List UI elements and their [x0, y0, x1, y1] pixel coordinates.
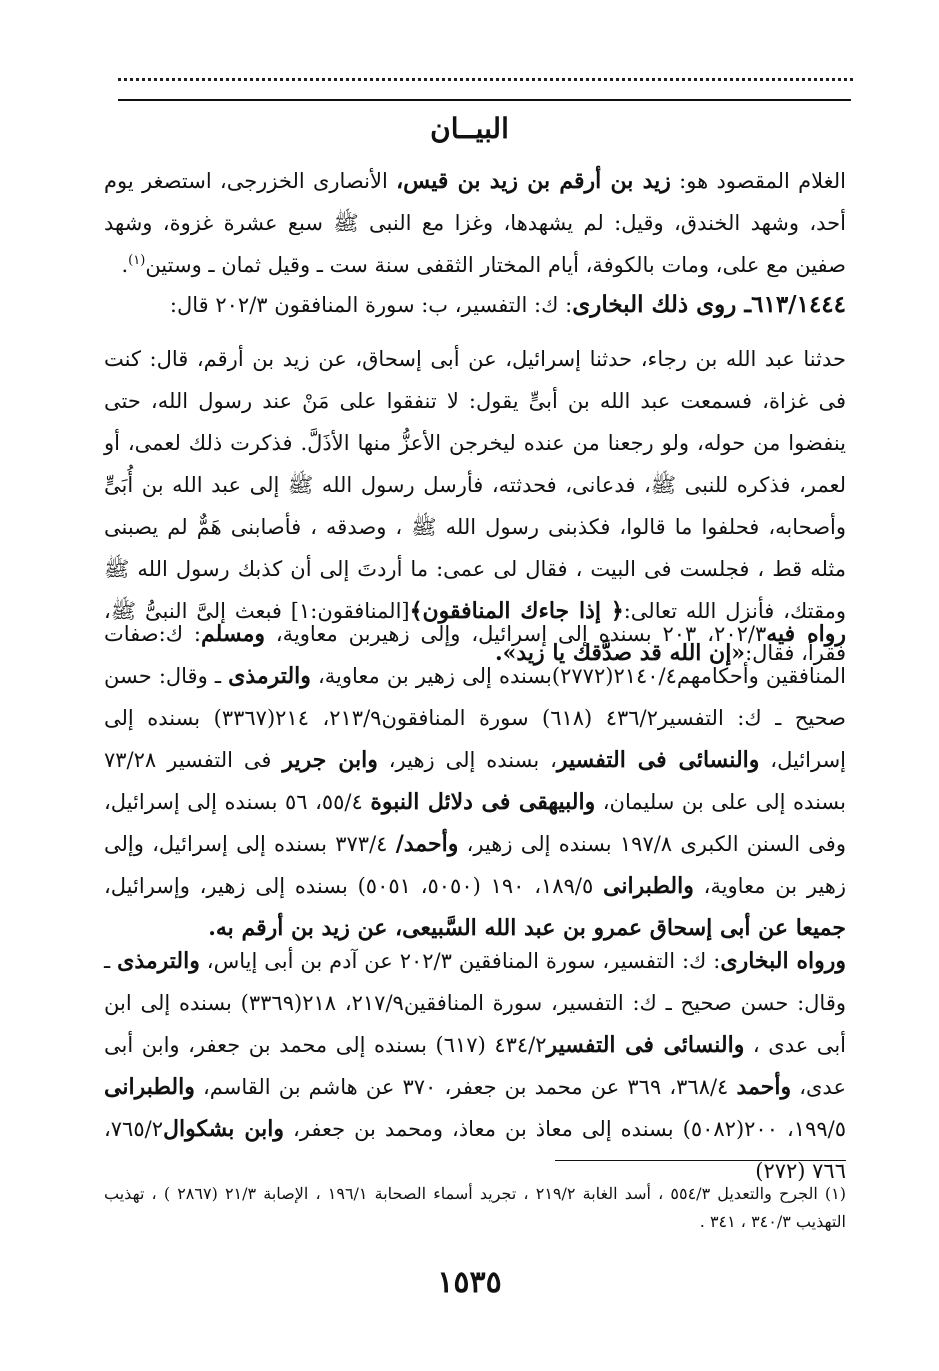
prophet-quote: «إن الله قد صدَّقك يا زيد». — [494, 640, 746, 666]
header-rule — [118, 99, 851, 101]
quran-verse: ﴿ إذا جاءك المنافقون﴾ — [409, 598, 624, 624]
dotted-header-rule — [118, 68, 853, 81]
footnote-ref: (١) — [128, 253, 146, 268]
hadith-text: حدثنا عبد الله بن رجاء، حدثنا إسرائيل، عن أبى إسحاق، عن زيد بن أرقم، قال: كنت فى غزاة، فسمعت عبد الله بن أبىٍّ يقول: لا تنفقوا على مَنْ عند رسول الله، حتى ينفضوا من حوله، ولو رجعنا من عنده ليخرجن الأعزُّ منها الأذَلَّ. فذكرت ذلك لعمى، أو لعمر، فذكره للنبى ﷺ، فدعانى، فحدثته، فأرسل رسول الله ﷺ إلى عبد الله بن أُبَىٍّ وأصحابه، فحلفوا ما قالوا، فكذبنى رسول الله ﷺ ، وصدقه ، فأصابنى هَمٌّ لم يصبنى مثله قط ، فجلست فى البيت ، فقال لى عمى: ما أردتَ إلى أن كذبك رسول الله ﷺ ومقتك، فأنزل الله تعالى:﴿ إذا جاءك المنافقون﴾[المنافقون:١] فبعث إلىَّ النبىُّ ﷺ، فقرأ، فقال:«إن الله قد صدَّقك يا زيد». — [104, 347, 846, 666]
takhrij-paragraph-1: رواه فيه٢٠٢/٣، ٢٠٣ بسنده إلى إسرائيل، وإلى زهيربن معاوية، ومسلم: ك:صفات المنافقين وأحكامهم٢١٤٠/٤(٢٧٧٢)بسنده إلى زهير بن معاوية، والترمذى ـ وقال: حسن صحيح ـ ك: التفسير٤٣٦/٢ (٦١٨) سورة المنافقون٢١٣/٩، ٢١٤(٣٣٦٧) بسنده إلى إسرائيل، والنسائى فى التفسير، بسنده إلى زهير، وابن جرير فى التفسير ٧٣/٢٨ بسنده إلى على بن سليمان، والبيهقى فى دلائل النبوة ٥٥/٤، ٥٦ بسنده إلى إسرائيل، وفى السنن الكبرى ١٩٧/٨ بسنده إلى زهير، وأحمد/ ٣٧٣/٤ بسنده إلى إسرائيل، وإلى زهير بن معاوية، والطبرانى ١٨٩/٥، ١٩٠ (٥٠٥٠، ٥٠٥١) بسنده إلى زهير، وإسرائيل، جميعا عن أبى إسحاق عمرو بن عبد الله السَّبيعى، عن زيد بن أرقم به. — [104, 621, 847, 941]
hadith-number: ٦١٣/١٤٤٤ـ روى ذلك البخارى — [572, 291, 846, 318]
chapter-heading: ٦١٣/١٤٤٤ـ روى ذلك البخارى: ك: التفسير، ب: سورة المنافقون ٢٠٢/٣ قال: — [169, 291, 846, 318]
footnote-rule — [555, 1160, 846, 1161]
takhrij-paragraph-2: ورواه البخارى: ك: التفسير، سورة المنافقين ٢٠٢/٣ عن آدم بن أبى إياس، والترمذى ـ وقال: حسن صحيح ـ ك: التفسير، سورة المنافقين٢١٧/٩، ٢١٨(٣٣٦٩) بسنده إلى ابن أبى عدى ، والنسائى فى التفسير٤٣٤/٢ (٦١٧) بسنده إلى محمد بن جعفر، وابن أبى عدى، وأحمد ٣٦٨/٤، ٣٦٩ عن محمد بن جعفر، ٣٧٠ عن هاشم بن القاسم، والطبرانى ١٩٩/٥، ٢٠٠(٥٠٨٢) بسنده إلى معاذ بن معاذ، ومحمد بن جعفر، وابن بشكوال٧٦٥/٢، ٧٦٦ (٢٧٢) — [104, 948, 847, 1183]
companion-name: زيد بن أرقم بن زيد بن قيس، — [396, 168, 671, 194]
page-number: ١٥٣٥ — [437, 1265, 502, 1300]
section-title: البيــان — [430, 112, 509, 145]
footnote: (١) الجرح والتعديل ٥٥٤/٣ ، أسد الغابة ٢١٩/٢ ، تجريد أسماء الصحابة ١٩٦/١ ، الإصابة ٢١/٣ (٢٨٦٧ ) ، تهذيب التهذيب ٣٤٠/٣ ، ٣٤١ . — [104, 1184, 847, 1231]
intro-paragraph: الغلام المقصود هو: زيد بن أرقم بن زيد بن قيس، الأنصارى الخزرجى، استصغر يوم أحد، وشهد الخندق، وقيل: لم يشهدها، وغزا مع النبى ﷺ سبع عشرة غزوة، وشهد صفين مع على، ومات بالكوفة، أيام المختار الثقفى سنة ست ـ وقيل ثمان ـ وستين$^{(١)}$. — [104, 168, 847, 277]
